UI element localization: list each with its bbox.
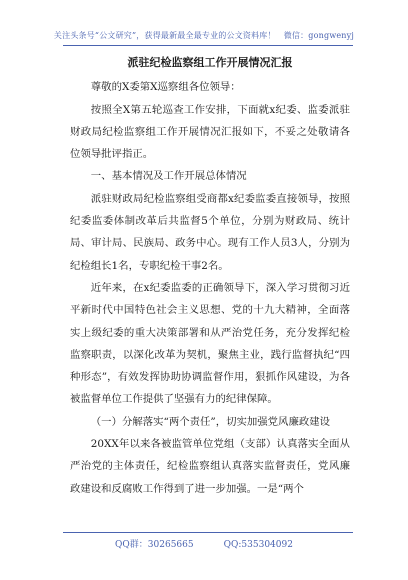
section-heading-1: 一、基本情况及工作开展总体情况: [90, 170, 247, 183]
document-title: 派驻纪检监察组工作开展情况汇报: [127, 56, 293, 69]
promo-text: 关注头条号“公文研究”，获得最新最全最专业的公文资料库！: [53, 31, 276, 40]
subsection-heading-1: （一）分解落实“两个责任”，切实加强党风廉政建设: [90, 415, 331, 428]
body-paragraph: 20XX年以来各被监管单位党组（支部）认真落实全面从严治党的主体责任，纪检监察组认真落实监督责任，党风廉政建设和反腐败工作得到了进一步加强。一是“两个: [70, 438, 350, 495]
header-divider: [63, 45, 353, 46]
qq-contact: QQ:535304092: [223, 540, 293, 550]
promo-header: [0, 30, 408, 41]
footer-divider: [63, 532, 353, 533]
qq-group: QQ群：30265665: [115, 540, 194, 550]
body-paragraph: 派驻财政局纪检监察组受商都x纪委监委直接领导，按照纪委监委体制改革后共监督5个单位，分别为财政局、统计局、审计局、民族局、政务中心。现有工作人员3人，分别为纪检组长1名，专职纪检干事2名。: [70, 192, 350, 272]
contact-footer: [0, 537, 408, 550]
wechat-id: 微信：gongwenyj: [283, 31, 355, 40]
salutation: 尊敬的X委第X巡察组各位领导：: [90, 81, 241, 94]
intro-paragraph: 按照全X第五轮巡查工作安排，下面就x纪委、监委派驻财政局纪检监察组工作开展情况汇报如下，不妥之处敬请各位领导批评指正。: [70, 103, 350, 161]
body-paragraph: 近年来，在x纪委监委的正确领导下，深入学习贯彻习近平新时代中国特色社会主义思想、党的十九大精神，全面落实上级纪委的重大决策部署和从严治党任务，充分发挥纪检监察职责，以深化改革为契机，聚焦主业，践行监督执纪“四种形态”，有效发挥协助协调监督作用，狠抓作风建设，为各被监督单位工作提供了坚强有力的纪律保障。: [70, 281, 350, 406]
document-body: [70, 52, 350, 500]
